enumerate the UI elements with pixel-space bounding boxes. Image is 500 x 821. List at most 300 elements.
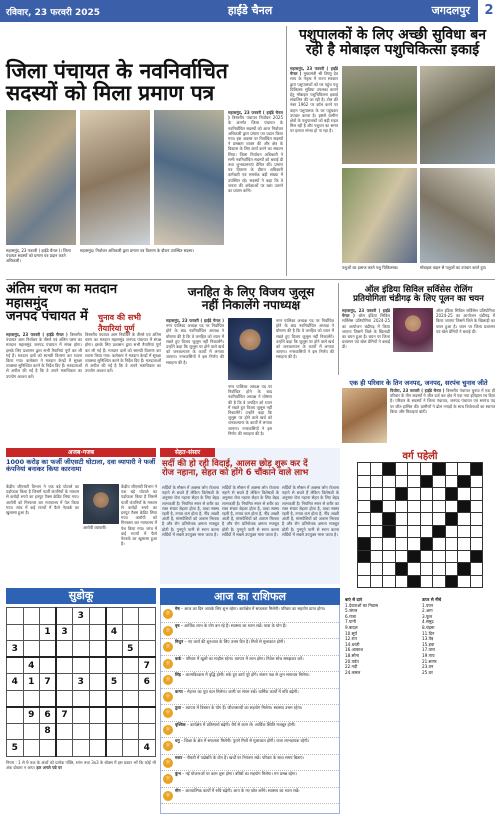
crossword-cell bbox=[445, 475, 458, 488]
crossword-cell bbox=[408, 463, 421, 476]
crossword-cell bbox=[433, 575, 446, 588]
crossword-cell bbox=[370, 525, 383, 538]
sudoku-cell bbox=[122, 674, 139, 691]
crossword-black-cell bbox=[458, 563, 471, 576]
crossword-cell bbox=[395, 538, 408, 551]
zodiac-sign: मिथुन bbox=[175, 639, 184, 644]
crossword-cell bbox=[458, 488, 471, 501]
rashifal-item: ☼ मीन – आध्यात्मिक कार्यों में रुचि बढ़ेगी। आय के नए स्रोत बनेंगे। स्वास्थ्य का ध्यान रखें। bbox=[161, 788, 339, 805]
sudoku-cell bbox=[23, 608, 40, 625]
down-clue: 4.समुद्र bbox=[422, 619, 434, 625]
family-dateline: पिथौरा, 23 फरवरी ( हाईंडे चैनल ) bbox=[390, 388, 445, 393]
crossword-cell bbox=[358, 513, 371, 526]
rashifal-item: ☼ वृश्चिक – कार्यक्षेत्र में प्रतिस्पर्धा बढ़ेगी। धैर्य से काम लें। आर्थिक स्थिति मजबूत होगी। bbox=[161, 722, 339, 739]
sudoku-cell: 6 bbox=[40, 707, 57, 724]
zodiac-sign: तुला bbox=[175, 705, 182, 710]
crossword-row bbox=[358, 538, 483, 551]
crossword-title: वर्ग पहेली bbox=[402, 451, 438, 462]
crossword-cell bbox=[370, 538, 383, 551]
zodiac-icon: ☼ bbox=[163, 642, 173, 652]
down-clue: 15.हवा bbox=[422, 641, 435, 647]
sudoku-cell bbox=[89, 624, 106, 641]
crossword-black-cell bbox=[358, 538, 371, 551]
crossword-cell bbox=[433, 513, 446, 526]
across-heading: बाएं से दाएं bbox=[345, 597, 363, 602]
zodiac-icon: ☼ bbox=[163, 791, 173, 801]
zodiac-text: आत्मविश्वास में वृद्धि होगी। रुके हुए कार्य पूरे होंगे। संतान पक्ष से शुभ समाचार मिलेगा। bbox=[185, 672, 310, 677]
crossword-cell bbox=[358, 500, 371, 513]
crossword-cell bbox=[358, 475, 371, 488]
across-clue: 10.सूर्य bbox=[345, 630, 357, 636]
crossword-cell bbox=[433, 488, 446, 501]
sudoku-cell bbox=[122, 624, 139, 641]
crossword-cell bbox=[370, 550, 383, 563]
crossword-cell bbox=[370, 488, 383, 501]
crossword-black-cell bbox=[458, 500, 471, 513]
crossword-cell bbox=[395, 513, 408, 526]
sudoku-cell: 5 bbox=[122, 641, 139, 658]
zodiac-sign: वृश्चिक bbox=[175, 721, 186, 727]
victory-dateline: महासमुंद, 23 फरवरी ( हाईंडे चैनल ) bbox=[166, 318, 224, 323]
crossword-cell bbox=[370, 563, 383, 576]
sudoku-cell bbox=[122, 707, 139, 724]
sudoku-cell bbox=[73, 624, 90, 641]
icici-headline-line1: ऑल इंडिया सिविल सर्विसेस रोलिंग bbox=[364, 285, 473, 295]
sudoku-cell bbox=[89, 674, 106, 691]
across-clue: 16.आकाश bbox=[345, 647, 364, 653]
sudoku-cell bbox=[56, 690, 73, 707]
photo-vet-van bbox=[420, 168, 495, 263]
crossword-cell bbox=[470, 488, 483, 501]
sudoku-cell bbox=[73, 723, 90, 740]
sudoku-cell bbox=[106, 723, 123, 740]
vet-caption-right: मोबाइल वाहन से पशुओं का उपचार करते हुए। bbox=[420, 265, 487, 270]
sudoku-cell bbox=[73, 641, 90, 658]
crossword-clues-across bbox=[345, 597, 420, 675]
crossword-cell bbox=[458, 538, 471, 551]
photo-player bbox=[393, 308, 433, 352]
polling-dateline: महासमुंद, 23 फरवरी ( हाईंडे चैनल ) bbox=[6, 332, 68, 337]
photo-officials-right bbox=[154, 110, 224, 245]
sudoku-cell: 4 bbox=[139, 740, 156, 757]
across-list bbox=[345, 603, 420, 676]
crime-body-col1: केंद्रीय जीएसटी विभाग ने एक बड़े घोटाले का पर्दाफाश किया है जिसमें फर्जी कंपनियों के माध्यम से करोड़ों रुपये का इनपुट टैक्स क्रेडिट लिया गया। आरोपी को गिरफ्तार कर न्यायालय में पेश किया गया। जांच में कई राज्यों में फैले नेटवर्क का खुलासा हुआ है। bbox=[6, 484, 79, 516]
zodiac-sign: कर्क bbox=[175, 655, 182, 661]
across-clue: 24.कमल bbox=[345, 669, 361, 675]
sudoku-cell bbox=[56, 674, 73, 691]
crossword-black-cell bbox=[458, 475, 471, 488]
sudoku-cell bbox=[23, 740, 40, 757]
sudoku-row bbox=[7, 608, 156, 625]
sudoku-row bbox=[7, 690, 156, 707]
polling-body: त्रिस्तरीय पंचायत आम निर्वाचन के तीसरे एवं अंतिम चरण का मतदान महासमुंद जनपद पंचायत में संपन्न होगा। इसके लिए प्रशासन द्वारा सभी तैयारियां पूर्ण कर ली गई हैं। मतदान दलों को सामग्री वितरण कर रवाना किया गया। कलेक्टर ने मतदान केन्द्रों में सुरक्षा व्यवस्था सुनिश्चित करने के निर्देश दिए हैं। मतदाताओं से अपील की गई है कि वे अपने मताधिकार का उपयोग अवश्य करें। bbox=[6, 332, 82, 379]
crossword-row bbox=[358, 525, 483, 538]
crossword-cell bbox=[408, 563, 421, 576]
main-dateline: महासमुंद, 23 फरवरी ( हाईंडे चैनल ) bbox=[228, 110, 283, 121]
issue-date: रविवार, 23 फरवरी 2025 bbox=[6, 8, 101, 18]
sudoku-cell bbox=[89, 740, 106, 757]
rashifal-item: ☼ मिथुन – नए कार्य की शुरुआत के लिए उत्तम दिन है। मित्रों से मुलाकात होगी। bbox=[161, 639, 339, 656]
down-clue: 3.फूल bbox=[422, 613, 433, 619]
across-clue: 12.रात bbox=[345, 636, 357, 642]
crossword-cell bbox=[420, 550, 433, 563]
across-clue: 9.बादल bbox=[345, 624, 358, 630]
victory-body-text: नगर पालिका अध्यक्ष पद पर निर्वाचित होने के बाद नवनिर्वाचित अध्यक्ष ने घोषणा की है कि वे जनहित को ध्यान में रखते हुए विजय जुलूस नहीं निकालेंगे। उन्होंने कहा कि जुलूस पर होने वाले खर्च को जनकल्याण के कार्यों में लगाया जाएगा। नगरवासियों ने इस निर्णय की सराहना की है। bbox=[166, 323, 224, 365]
crossword-cell bbox=[470, 563, 483, 576]
main-headline bbox=[6, 60, 281, 104]
across-clue: 1.देवताओं का निवास bbox=[345, 602, 378, 608]
photo-accused bbox=[83, 484, 119, 524]
down-clue: 1.पवन bbox=[422, 602, 434, 608]
sudoku-cell bbox=[106, 641, 123, 658]
zodiac-icon: ☼ bbox=[163, 659, 173, 669]
vet-dateline: महासमुंद, 23 फरवरी ( हाईंडे चैनल ) bbox=[290, 66, 338, 77]
health-body-col1: सर्दियों के मौसम में अक्सर लोग रोजाना नहाने से बचते हैं लेकिन विशेषज्ञों के अनुसार रोज नहाना सेहत के लिए बेहद लाभकारी है। नियमित स्नान से शरीर का रक्त संचार बेहतर होता है, त्वचा स्वस्थ रहती है, तनाव कम होता है, नींद अच्छी आती है, मांसपेशियों को आराम मिलता है और रोग प्रतिरोधक क्षमता मजबूत होती है। गुनगुने पानी से स्नान करना सर्दियों में सबसे उपयुक्त माना जाता है। bbox=[162, 485, 219, 537]
victory-headline-line1: जनहित के लिए विजय जुलूस bbox=[187, 285, 315, 299]
sudoku-cell bbox=[23, 723, 40, 740]
crossword-cell bbox=[420, 500, 433, 513]
crossword-row bbox=[358, 575, 483, 588]
zodiac-text: कार्यक्षेत्र में प्रतिस्पर्धा बढ़ेगी। धैर्य से काम लें। आर्थिक स्थिति मजबूत होगी। bbox=[190, 721, 296, 727]
crossword-cell bbox=[395, 463, 408, 476]
sudoku-cell: 4 bbox=[7, 674, 24, 691]
crossword-cell bbox=[395, 575, 408, 588]
sudoku-cell: 4 bbox=[106, 624, 123, 641]
photo-officials-left bbox=[6, 110, 76, 245]
crossword-cell bbox=[445, 538, 458, 551]
zodiac-sign: मेष bbox=[175, 606, 180, 611]
main-story-body-col1 bbox=[228, 110, 283, 250]
photo-officials-center bbox=[80, 110, 150, 245]
page-header bbox=[0, 0, 500, 22]
sudoku-cell bbox=[73, 657, 90, 674]
icici-body bbox=[342, 308, 390, 374]
polling-subhead: चुनाव की सभी तैयारियां पूर्ण bbox=[98, 313, 141, 333]
crossword-cell bbox=[383, 475, 396, 488]
zodiac-text: आध्यात्मिक कार्यों में रुचि बढ़ेगी। आय के नए स्रोत बनेंगे। स्वास्थ्य का ध्यान रखें। bbox=[185, 787, 300, 793]
crossword-cell bbox=[408, 488, 421, 501]
photo-chairman bbox=[228, 318, 272, 380]
sudoku-row bbox=[7, 657, 156, 674]
health-body-col3: सर्दियों के मौसम में अक्सर लोग रोजाना नहाने से बचते हैं लेकिन विशेषज्ञों के अनुसार रोज नहाना सेहत के लिए बेहद लाभकारी है। नियमित स्नान से शरीर का रक्त संचार बेहतर होता है, त्वचा स्वस्थ रहती है, तनाव कम होता है, नींद अच्छी आती है, मांसपेशियों को आराम मिलता है और रोग प्रतिरोधक क्षमता मजबूत होती है। गुनगुने पानी से स्नान करना सर्दियों में सबसे उपयुक्त माना जाता है। bbox=[282, 485, 339, 537]
crossword-cell bbox=[358, 563, 371, 576]
victory-headline-line2: नहीं निकालेंगे नपाध्यक्ष bbox=[201, 297, 301, 312]
crossword-cell bbox=[358, 575, 371, 588]
crossword-grid bbox=[357, 462, 483, 588]
crossword-cell bbox=[445, 500, 458, 513]
crossword-cell bbox=[420, 563, 433, 576]
across-clue: 7.पानी bbox=[345, 619, 356, 625]
crossword-cell bbox=[433, 538, 446, 551]
crossword-cell bbox=[358, 525, 371, 538]
crossword-row bbox=[358, 500, 483, 513]
down-clue: 25.घर bbox=[422, 669, 433, 675]
zodiac-text: मेहनत का पूरा फल मिलेगा। वाणी पर संयम रखें। धार्मिक कार्यों में रुचि बढ़ेगी। bbox=[187, 688, 299, 694]
crossword-cell bbox=[408, 475, 421, 488]
sudoku-cell: 3 bbox=[56, 624, 73, 641]
crossword-black-cell bbox=[420, 475, 433, 488]
sudoku-cell bbox=[106, 608, 123, 625]
sehat-sansar-band: सेहत-संसार bbox=[160, 448, 215, 457]
sudoku-cell: 1 bbox=[40, 624, 57, 641]
sudoku-cell bbox=[89, 657, 106, 674]
crossword-cell bbox=[383, 563, 396, 576]
sudoku-cell bbox=[7, 608, 24, 625]
victory-body bbox=[166, 318, 224, 443]
main-body: त्रिस्तरीय पंचायत निर्वाचन 2025 के अंतर्गत जिला पंचायत के नवनिर्वाचित सदस्यों को आज निर्वाचन अधिकारी द्वारा प्रमाण पत्र प्रदान किया गया। इस अवसर पर निर्वाचित सदस्यों ने प्रसन्नता व्यक्त की और क्षेत्र के विकास के लिए कार्य करने का संकल्प लिया। जिला निर्वाचन अधिकारी ने सभी नवनिर्वाचित सदस्यों को बधाई दी तथा शुभकामनाएं प्रेषित कीं। प्रमाण पत्र वितरण के दौरान अधिकारी कर्मचारी एवं समर्थक बड़ी संख्या में उपस्थित रहे। सदस्यों ने कहा कि वे जनता की अपेक्षाओं पर खरा उतरने का प्रयास करेंगे। bbox=[228, 115, 283, 194]
vet-body bbox=[290, 66, 338, 251]
sudoku-cell: 9 bbox=[23, 707, 40, 724]
down-heading: ऊपर से नीचे bbox=[422, 597, 442, 602]
crossword-black-cell bbox=[470, 463, 483, 476]
sudoku-cell: 8 bbox=[40, 723, 57, 740]
crossword-cell bbox=[370, 475, 383, 488]
sudoku-cell: 5 bbox=[7, 740, 24, 757]
sudoku-cell bbox=[73, 707, 90, 724]
crossword-cell bbox=[470, 575, 483, 588]
zodiac-sign: वृष bbox=[175, 622, 180, 628]
down-clue: 19.गाय bbox=[422, 652, 435, 658]
crossword-table bbox=[357, 462, 483, 588]
crossword-row bbox=[358, 463, 483, 476]
sudoku-cell bbox=[89, 641, 106, 658]
edition-city: जगदलपुर bbox=[431, 4, 470, 17]
zodiac-sign: कुंभ bbox=[175, 771, 181, 776]
crossword-cell bbox=[420, 463, 433, 476]
crossword-cell bbox=[433, 563, 446, 576]
column-divider bbox=[286, 26, 287, 276]
polling-body-col1 bbox=[6, 332, 82, 444]
sudoku-row bbox=[7, 723, 156, 740]
zodiac-icon: ☼ bbox=[163, 758, 173, 768]
crossword-black-cell bbox=[408, 575, 421, 588]
crossword-cell bbox=[408, 538, 421, 551]
crossword-cell bbox=[445, 550, 458, 563]
crossword-row bbox=[358, 550, 483, 563]
sudoku-cell bbox=[40, 608, 57, 625]
icici-body-text: ऑल इंडिया सिविल सर्विसेस प्रतियोगिता 2024-25 का आयोजन चंडीगढ़ में किया जाएगा जिसमें जिले के खिलाड़ी का चयन हुआ है। चयन पर जिला प्रशासन एवं खेल प्रेमियों ने बधाई दी। bbox=[342, 313, 390, 350]
sudoku-cell bbox=[106, 740, 123, 757]
sudoku-cell bbox=[40, 657, 57, 674]
zodiac-text: आर्थिक लाभ के योग बन रहे हैं। स्वास्थ्य का ध्यान रखें। यात्रा के योग हैं। bbox=[184, 622, 287, 628]
crossword-black-cell bbox=[383, 513, 396, 526]
sudoku-cell bbox=[106, 707, 123, 724]
sudoku-cell bbox=[7, 657, 24, 674]
rashifal-item: ☼ तुला – व्यापार में विस्तार के योग हैं। जीवनसाथी का सहयोग मिलेगा। स्वास्थ्य उत्तम रहेगा। bbox=[161, 705, 339, 722]
victory-body-col3: नगर पालिका अध्यक्ष पद पर निर्वाचित होने के बाद नवनिर्वाचित अध्यक्ष ने घोषणा की है कि वे जनहित को ध्यान में रखते हुए विजय जुलूस नहीं निकालेंगे। उन्होंने कहा कि जुलूस पर होने वाले खर्च को जनकल्याण के कार्यों में लगाया जाएगा। नगरवासियों ने इस निर्णय की सराहना की है। bbox=[276, 318, 334, 360]
icici-dateline: महासमुंद, 23 फरवरी ( हाईंडे चैनल ) bbox=[342, 308, 390, 319]
paper-name: हाईंडे चैनल bbox=[227, 4, 273, 17]
rashifal-item: ☼ मेष – आज का दिन आपके लिए शुभ रहेगा। कार्यक्षेत्र में सफलता मिलेगी। परिवार का सहयोग प्राप्त होगा। bbox=[161, 606, 339, 623]
health-headline-line1: सर्दी की हो रही विदाई, आलस छोड़ शुरू कर दें bbox=[162, 459, 308, 469]
crossword-cell bbox=[395, 500, 408, 513]
sudoku-cell: 1 bbox=[23, 674, 40, 691]
sudoku-cell bbox=[7, 707, 24, 724]
crime-caption: आरोपी व्यापारी। bbox=[83, 525, 107, 530]
crossword-cell bbox=[445, 525, 458, 538]
health-headline bbox=[162, 460, 340, 478]
sudoku-cell bbox=[139, 641, 156, 658]
crossword-cell bbox=[458, 550, 471, 563]
crossword-cell bbox=[470, 513, 483, 526]
sudoku-cell bbox=[56, 641, 73, 658]
zodiac-icon: ☼ bbox=[163, 609, 173, 619]
sudoku-cell bbox=[139, 624, 156, 641]
crossword-cell bbox=[458, 575, 471, 588]
crossword-cell bbox=[470, 525, 483, 538]
zodiac-text: परिवार में खुशी का माहौल रहेगा। व्यापार में लाभ होगा। निवेश सोच समझकर करें। bbox=[185, 655, 304, 661]
zodiac-sign: मीन bbox=[175, 787, 181, 793]
vet-body-text: मुख्यमंत्री श्री विष्णु देव साय के नेतृत्व में राज्य सरकार द्वारा पशुपालकों को घर पहुंच पशु चिकित्सा सुविधा उपलब्ध कराने हेतु मोबाइल पशुचिकित्सा इकाई संचालित की जा रही है। टोल फ्री नंबर 1962 पर कॉल करने पर वाहन पशुपालक के घर पहुंचकर उपचार करता है। इससे ग्रामीण क्षेत्रों के पशुपालकों को बड़ी राहत मिल रही है और पशुधन का समय पर इलाज संभव हो पा रहा है। bbox=[290, 71, 338, 134]
crossword-black-cell bbox=[358, 550, 371, 563]
sudoku-cell bbox=[40, 641, 57, 658]
victory-body-col2: नगर पालिका अध्यक्ष पद पर निर्वाचित होने के बाद नवनिर्वाचित अध्यक्ष ने घोषणा की है कि वे जनहित को ध्यान में रखते हुए विजय जुलूस नहीं निकालेंगे। उन्होंने कहा कि जुलूस पर होने वाले खर्च को जनकल्याण के कार्यों में लगाया जाएगा। नगरवासियों ने इस निर्णय की सराहना की है। bbox=[228, 384, 272, 436]
zodiac-icon: ☼ bbox=[163, 692, 173, 702]
rashifal-item: ☼ सिंह – आत्मविश्वास में वृद्धि होगी। रुके हुए कार्य पूरे होंगे। संतान पक्ष से शुभ समाचार मिलेगा। bbox=[161, 672, 339, 689]
crossword-black-cell bbox=[445, 513, 458, 526]
zodiac-text: नई योजनाओं पर काम शुरू होगा। वरिष्ठों का सहयोग मिलेगा। मन प्रसन्न रहेगा। bbox=[185, 771, 297, 776]
zodiac-icon: ☼ bbox=[163, 626, 173, 636]
sudoku-cell bbox=[73, 740, 90, 757]
health-headline-line2: रोज नहाना, सेहत को होंगे 6 चौंकाने वाले लाभ bbox=[162, 467, 309, 478]
crossword-cell bbox=[433, 550, 446, 563]
sudoku-cell bbox=[106, 657, 123, 674]
zodiac-text: नए कार्य की शुरुआत के लिए उत्तम दिन है। मित्रों से मुलाकात होगी। bbox=[187, 639, 285, 644]
rashifal-item: ☼ कर्क – परिवार में खुशी का माहौल रहेगा। व्यापार में लाभ होगा। निवेश सोच समझकर करें। bbox=[161, 656, 339, 673]
sudoku-cell bbox=[73, 690, 90, 707]
zodiac-sign: मकर bbox=[175, 754, 183, 760]
sudoku-grid bbox=[6, 607, 156, 757]
down-clue: 8.चंद्रमा bbox=[422, 624, 435, 630]
sudoku-cell: 3 bbox=[7, 641, 24, 658]
crossword-cell bbox=[370, 513, 383, 526]
sudoku-title: सुडोकू bbox=[6, 588, 156, 604]
sudoku-cell: 7 bbox=[56, 707, 73, 724]
vet-caption-left: पशुओं का इलाज करते पशु चिकित्सक। bbox=[342, 265, 399, 270]
victory-headline bbox=[166, 286, 336, 311]
polling-headline-line2: जनपद पंचायत में bbox=[6, 309, 88, 325]
sudoku-cell bbox=[23, 641, 40, 658]
sudoku-cell bbox=[23, 690, 40, 707]
crossword-clues-down bbox=[422, 597, 495, 675]
sudoku-answer-note: हल अगले पन्ने पर bbox=[36, 765, 62, 771]
across-clue: 14.धरती bbox=[345, 641, 360, 647]
sudoku-cell bbox=[122, 723, 139, 740]
crossword-cell bbox=[445, 463, 458, 476]
sudoku-cell bbox=[89, 723, 106, 740]
sudoku-cell bbox=[89, 608, 106, 625]
sudoku-row bbox=[7, 707, 156, 724]
zodiac-icon: ☼ bbox=[163, 725, 173, 735]
icici-headline bbox=[342, 286, 495, 304]
column-divider-2 bbox=[338, 283, 339, 375]
down-clue: 2.आग bbox=[422, 608, 433, 614]
sudoku-cell bbox=[7, 624, 24, 641]
vet-headline: पशुपालकों के लिए अच्छी सुविधा बन रही है मोबाइल पशुचिकित्सा इकाई bbox=[298, 27, 487, 58]
sudoku-cell: 7 bbox=[139, 657, 156, 674]
crossword-cell bbox=[458, 525, 471, 538]
sudoku-cell bbox=[56, 608, 73, 625]
ajab-gajab-band: अजब-गजब bbox=[6, 448, 156, 457]
sudoku-cell: 3 bbox=[73, 608, 90, 625]
main-headline-line1: जिला पंचायत के नवनिर्वाचित bbox=[6, 59, 228, 83]
sudoku-cell: 4 bbox=[23, 657, 40, 674]
sudoku-cell bbox=[139, 707, 156, 724]
sudoku-rules bbox=[6, 760, 156, 800]
crossword-cell bbox=[358, 463, 371, 476]
crossword-cell bbox=[395, 525, 408, 538]
crossword-black-cell bbox=[370, 500, 383, 513]
polling-headline-line1: अंतिम चरण का मतदान महासमुंद bbox=[6, 282, 118, 311]
crossword-cell bbox=[370, 575, 383, 588]
down-clue: 13.पेड़ bbox=[422, 636, 434, 642]
crossword-cell bbox=[358, 488, 371, 501]
sudoku-rules-text: नियम : 1 से 9 तक के अंकों को प्रत्येक पंक्ति, स्तंभ तथा 3x3 के बॉक्स में इस प्रकार भरें कि कोई भी अंक दोबारा न आए। bbox=[6, 760, 156, 771]
crossword-cell bbox=[383, 538, 396, 551]
zodiac-text: नौकरी में पदोन्नति के योग हैं। खर्चों पर नियंत्रण रखें। परिवार के साथ समय बिताएं। bbox=[186, 754, 305, 760]
crime-body-col2: केंद्रीय जीएसटी विभाग ने एक बड़े घोटाले का पर्दाफाश किया है जिसमें फर्जी कंपनियों के माध्यम से करोड़ों रुपये का इनपुट टैक्स क्रेडिट लिया गया। आरोपी को गिरफ्तार कर न्यायालय में पेश किया गया। जांच में कई राज्यों में फैले नेटवर्क का खुलासा हुआ है। bbox=[121, 484, 157, 547]
photo-vet-cattle bbox=[342, 66, 417, 164]
crossword-cell bbox=[433, 500, 446, 513]
sudoku-cell: 6 bbox=[139, 674, 156, 691]
crossword-black-cell bbox=[395, 488, 408, 501]
crossword-cell bbox=[470, 538, 483, 551]
crossword-cell bbox=[420, 525, 433, 538]
sudoku-cell bbox=[122, 740, 139, 757]
down-clue: 17.तारा bbox=[422, 647, 435, 653]
crossword-cell bbox=[383, 500, 396, 513]
health-body-col2: सर्दियों के मौसम में अक्सर लोग रोजाना नहाने से बचते हैं लेकिन विशेषज्ञों के अनुसार रोज नहाना सेहत के लिए बेहद लाभकारी है। नियमित स्नान से शरीर का रक्त संचार बेहतर होता है, त्वचा स्वस्थ रहती है, तनाव कम होता है, नींद अच्छी आती है, मांसपेशियों को आराम मिलता है और रोग प्रतिरोधक क्षमता मजबूत होती है। गुनगुने पानी से स्नान करना सर्दियों में सबसे उपयुक्त माना जाता है। bbox=[222, 485, 279, 537]
across-clue: 5.जंगल bbox=[345, 608, 358, 614]
across-clue: 20.पर्वत bbox=[345, 658, 359, 664]
crossword-black-cell bbox=[433, 525, 446, 538]
across-clue: 22.नदी bbox=[345, 664, 358, 670]
down-clue: 23.वन bbox=[422, 664, 434, 670]
crossword-cell bbox=[420, 575, 433, 588]
icici-headline-line2: प्रतियोगिता चंडीगढ़ के लिए पूलन का चयन bbox=[353, 293, 484, 304]
zodiac-sign: धनु bbox=[175, 738, 180, 743]
sudoku-row bbox=[7, 740, 156, 757]
crossword-black-cell bbox=[445, 575, 458, 588]
sudoku-cell bbox=[139, 690, 156, 707]
icici-body-col2: ऑल इंडिया सिविल सर्विसेस प्रतियोगिता 2024-25 का आयोजन चंडीगढ़ में किया जाएगा जिसमें जिले के खिलाड़ी का चयन हुआ है। चयन पर जिला प्रशासन एवं खेल प्रेमियों ने बधाई दी। bbox=[436, 308, 495, 334]
sudoku-cell bbox=[106, 690, 123, 707]
crossword-cell bbox=[383, 575, 396, 588]
photo-vet-field bbox=[342, 168, 417, 263]
rashifal-item: ☼ कुंभ – नई योजनाओं पर काम शुरू होगा। वरिष्ठों का सहयोग मिलेगा। मन प्रसन्न रहेगा। bbox=[161, 771, 339, 788]
sudoku-cell bbox=[7, 723, 24, 740]
crossword-cell bbox=[470, 475, 483, 488]
sudoku-cell bbox=[122, 608, 139, 625]
rashifal-item: ☼ मकर – नौकरी में पदोन्नति के योग हैं। खर्चों पर नियंत्रण रखें। परिवार के साथ समय बिताएं। bbox=[161, 755, 339, 772]
crossword-cell bbox=[433, 475, 446, 488]
sudoku-cell bbox=[56, 740, 73, 757]
crossword-cell bbox=[383, 550, 396, 563]
crossword-cell bbox=[458, 513, 471, 526]
sudoku-cell: 5 bbox=[106, 674, 123, 691]
rashifal-item: ☼ वृष – आर्थिक लाभ के योग बन रहे हैं। स्वास्थ्य का ध्यान रखें। यात्रा के योग हैं। bbox=[161, 623, 339, 640]
across-clue: 18.सोना bbox=[345, 652, 359, 658]
crossword-black-cell bbox=[445, 488, 458, 501]
crossword-black-cell bbox=[383, 463, 396, 476]
rashifal-item: ☼ धनु – शिक्षा के क्षेत्र में सफलता मिलेगी। पुराने मित्रों से मुलाकात होगी। यात्रा लाभदायक रहेगी। bbox=[161, 738, 339, 755]
crossword-cell bbox=[470, 500, 483, 513]
crossword-cell bbox=[408, 500, 421, 513]
crossword-row bbox=[358, 488, 483, 501]
rashifal-title: आज का राशिफल bbox=[160, 588, 340, 605]
crossword-cell bbox=[420, 513, 433, 526]
sudoku-cell bbox=[40, 690, 57, 707]
